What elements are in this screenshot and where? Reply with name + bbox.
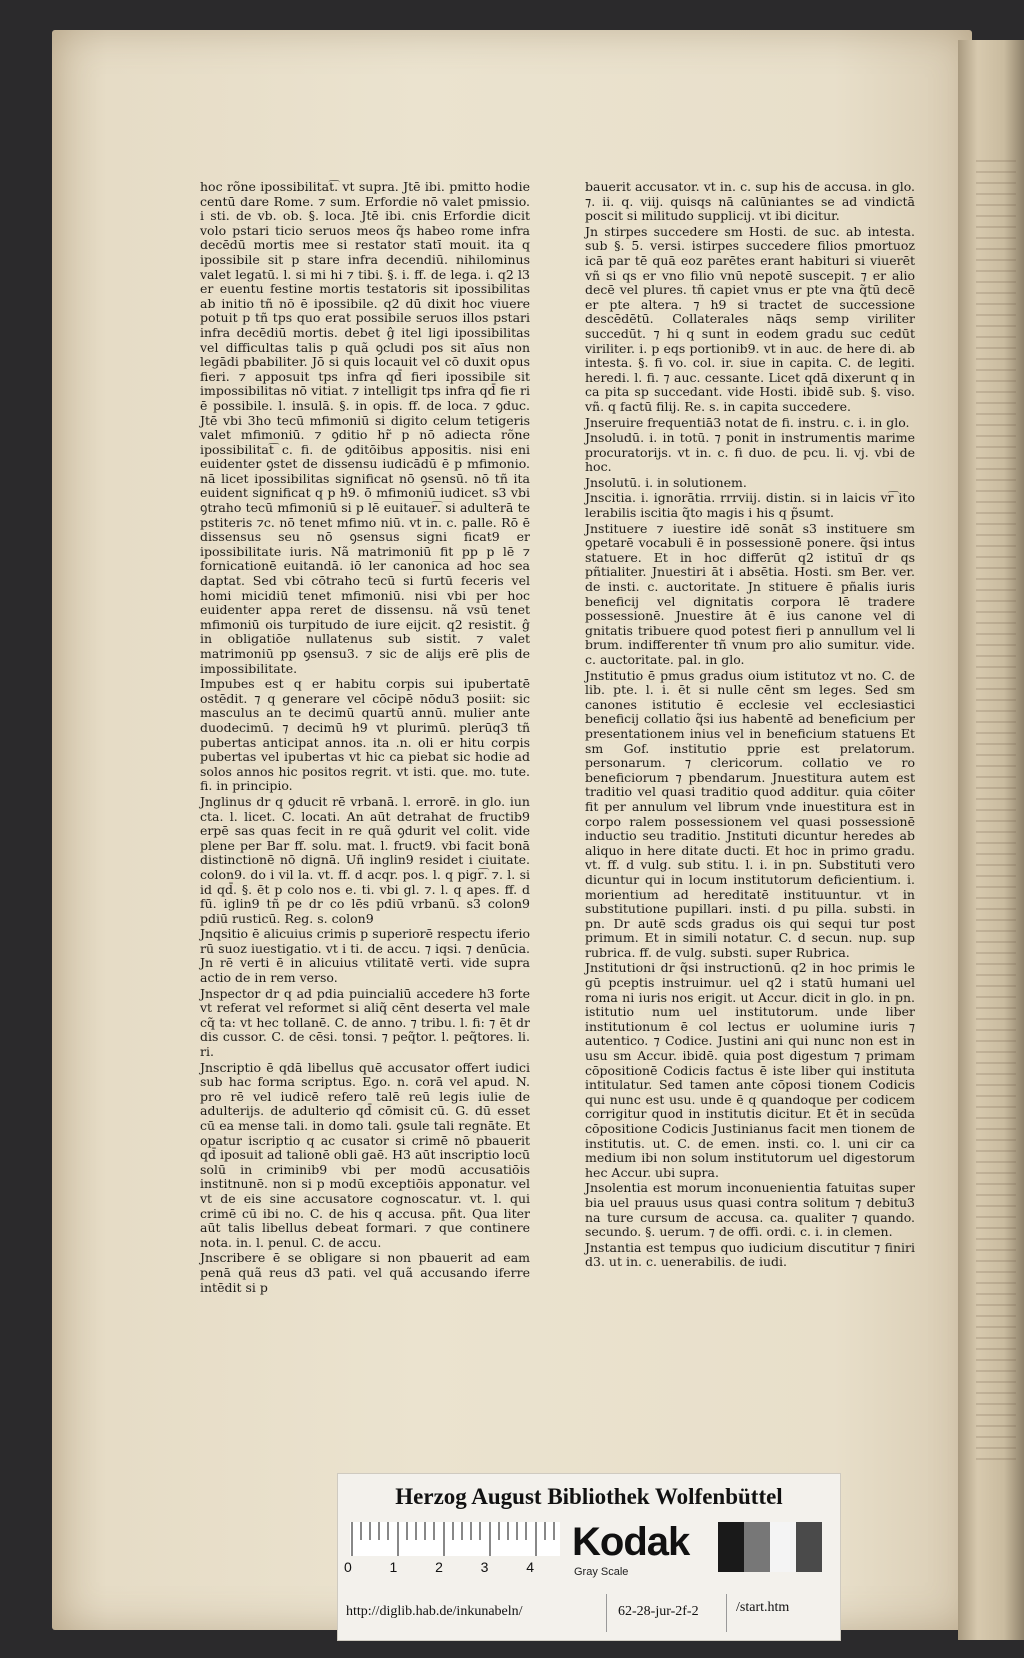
paragraph: bauerit accusator. vt in. c. sup his de accusa. in glo. ⁊. ii. q. viij. quisqs nā calūniantes se ad vindictā poscit si militudo supplicij. vt ibi dicitur. [585,179,915,224]
shelfmark: 62-28-jur-2f-2 [618,1604,699,1619]
paragraph: Jnstituere ⁊ iuestire idē sonāt s3 instituere sm ꝯpetarē vocabuli ē in possessionē ponere. q̃si intus statuere. Et in hoc differūt q2 istituī dr qs pñtialiter. Jnuestiri āt i absētia. Hosti. sm Ber. ver. de insti. c. auctoritate. Jn stituere ē pñalis iuris beneficij vel dignitatis corpora lē tradere possessionē. Jnuestire āt ē ius canone vel di gnitatis tribuere quod potest fieri p annullum vel li brum. indifferenter tñ vnum pro alio sumitur. vide. c. auctoritate. pal. in glo. [585,520,915,667]
paragraph: Jnsoludū. i. in totū. ⁊ ponit in instrumentis marime procuratorijs. vt in. c. fi duo. de pcu. li. vj. vbi de hoc. [585,430,915,475]
paragraph: Jnglinus dr q ꝯducit rē vrbanā. l. errorē. in glo. iun cta. l. licet. C. locati. An aūt detrahat de fructib9 erpē sas quas fecit in re quã ꝯdurit vel colit. vide plene per Bar ff. solu. mat. l. fruct9. vbi facit bonā distinctionē nō dignā. Uñ inglin9 residet i ciuitate. colon9. do i vil la. vt. ff. d acqr. pos. l. q pigr͡. ⁊. l. si id qd̄. §. ēt p colo nos e. ti. vbi gl. ⁊. l. q apes. ff. d fū. iglin9 tñ pe dr co lēs pdiū vrbanū. s3 colon9 pdiū rusticū. Reg. s. colon9 [200,793,530,926]
text-column-left [200,180,530,1296]
paragraph: Jnstantia est tempus quo iudicium discutitur ⁊ finiri d3. ut in. c. uenerabilis. de iudi. [585,1239,915,1270]
library-url: http://diglib.hab.de/inkunabeln/ [346,1604,523,1619]
ruler-scale [350,1522,560,1556]
paragraph: Jnscribere ē se obligare si non pbauerit ad eam penā quã reus d3 pati. vel quã accusando iferre intēdit si p [200,1250,530,1295]
paragraph: Jnsolutū. i. in solutionem. [585,474,747,490]
paragraph: Jnstitutio ē pmus gradus oium istitutoz vt no. C. de lib. pte. l. i. ēt si nulle cēnt sm leges. Sed sm canones istitutio ē ecclesie vel ecclesiastici beneficij collatio q̃si ius habentē ad beneficium per presentationem inius vel in beneficium statuens Et sm Gof. institutio pprie est prelatorum. personarum. ⁊ clericorum. collatio ve ro beneficiorum ⁊ pbendarum. Jnuestitura autem est traditio vel quasi traditio quod additur. quia cōiter fit per annulum vel librum vnde inuestitura est in corpo ralem possessionem vel quasi possessionē inductio seu traditio. Jnstituti dicuntur heredes ab aliquo in here ditate ducti. Et hoc in primo gradu. vt. ff. d vulg. sub stitu. l. i. in pn. Substituti vero dicuntur qui in locum institutorum deficientium. i. morientium ad hereditatē instituuntur. vt in substitutione pupillari. insti. d pu pilla. substi. in pn. Dr autē scds gradus ois qui sequi tur post primum. Et in simili notatur. C. d secun. nup. sup rubrica. ff. de vulg. substi. super Rubrica. [585,667,915,960]
gray-scale-swatches [718,1522,822,1572]
paragraph: Jnqsitio ē alicuius crimis p superiorē respectu iferio rū suoz iuestigatio. vt i ti. de accu. ⁊ iqsi. ⁊ denūcia. Jn rē verti ē in alicuius vtilitatē verti. vide supra actio de in rem verso. [200,926,530,986]
paragraph: Jnseruire frequentiā3 notat de fi. instru. c. i. in glo. [585,414,910,430]
paragraph: Impubes est q er habitu corpis sui ipubertatē ostēdit. ⁊ q generare vel cōcipē nōdu3 posiit: sic masculus an te decimū quartū annū. mulier ante duodecimū. ⁊ decimū h9 vt plurimū. plerūq3 tñ pubertas anticipat annos. ita .n. oli er hitu corpis pubertas vel ipubertas vt hic ca piebat sic hodie ad solos annos hic positos regrit. vt isti. que. mo. tute. fi. in principio. [200,676,530,794]
library-title: Herzog August Bibliothek Wolfenbüttel [395,1484,783,1509]
kodak-logo: Kodak [572,1520,690,1564]
library-label-card [337,1473,841,1641]
paragraph: Jnscriptio ē qdā libellus quē accusator offert iudici sub hac forma scriptus. Ego. n. corā vel apud. N. pro rē vel iudicē refero talē reū legis iulie de adulterijs. de adulterio qd̄ cōmisit cū. G. dū esset cū ea mense tali. in domo tali. ꝯsule tali regnāte. Et opatur iscriptio q ac cusator si crimē nō pbauerit qd̄ iposuit ad talionē obli gaē. H3 aūt inscriptio locū solū in criminib9 vbi per modū accusatiōis institnunē. non si p modū exceptiōis apponatur. vel vt de eis sine accusatore cognoscatur. vt. l. qui crimē cū ibi no. C. de his q accusa. pñt. Qua liter aūt talis libellus debeat formari. ⁊ que continere nota. in. l. penul. C. de accu. [200,1059,530,1250]
paragraph: Jnspector dr q ad pdia puincialiū accedere h3 forte vt referat vel reformet si aliq̃ cēnt deserta vel male cq̃ ta: vt hec tollanē. C. de anno. ⁊ tribu. l. fi: ⁊ ēt dr dis cussor. C. de cēsi. tonsi. ⁊ peq̃tor. l. peq̃tores. li. ri. [200,985,530,1060]
ruler-numbers: 0 1 2 3 4 [344,1559,534,1575]
text-column-right [585,180,915,1271]
paragraph: Jn stirpes succedere sm Hosti. de suc. ab intesta. sub §. 5. versi. istirpes succedere filios pmortuoz icā par tē quā eoz parētes erant habituri si viuerēt vñ si qs er vno filio vnū nepotē suscepit. ⁊ er alio decē vel plures. tñ capiet vnus er pte vna q̃tū decē er pte altera. ⁊ h9 si tractet de successione descēdētū. Collaterales nāqs semp viriliter succedūt. ⁊ hi q sunt in eodem gradu suc cedūt viriliter. i. p eqs portionib9. vt in auc. de here di. ab intesta. §. fi vo. col. ir. siue in capita. C. de legiti. heredi. l. fi. ⁊ auc. cessante. Licet qdā dixerunt q in ca pita sp succedant. vide Hosti. ibidē sub. §. viso. vñ. q factū filij. Re. s. in capita succedere. [585,223,915,414]
start-link: /start.htm [736,1600,790,1615]
paragraph: hoc rõne ipossibilitat͡. vt supra. Jtē ibi. pmitto hodie centū dare Rome. ⁊ sum. Erfordie nō valet pmissio. i sti. de vb. ob. §. loca. Jtē ibi. cnis Erfordie dicit volo pstari ticio seruos meos q̃s habeo rome infra decēdū mortis mee si restator statī mouit. ita q ipossibile sit p stare infra decendiū. nihilominus valet legatū. l. si mi hi ⁊ tibi. §. i. ff. de lega. i. q2 l3 er euentu festine mortis testatoris sit ipossibilitas ab initio tñ nō ē ipossibile. q2 dū dixit hoc viuere potuit p tñ tps quo erat possibile seruos illos pstari infra decēdiū mortis. debet ĝ itel ligi ipossibilitas vel difficultas talis p quã ꝯcludi pos sit aīus non legādi pbabiliter. Jō si quis locauit vel cō duxit opus fieri. ⁊ apposuit tps infra qd̄ fieri ipossibile sit impossibilitas nō vitiat. ⁊ intelligit tps infra qd̄ fie ri ē possibile. l. insulā. §. in opis. ff. de loca. ⁊ ꝯduc. Jtē vbi 3ho tecū mfimoniū si digito celum tetigeris valet mfimoniū. ⁊ ꝯditio hr̃ p nō adiecta rõne ipossibilitat͡ c. fi. de ꝯditōibus appositis. nisi eni euidenter ꝯstet de dissensu iudicādū ē p mfimonio. nā licet ipossibilitas significat nō ꝯsensū. nō tñ ita euident significat q p h9. ō mfimoniū iudicet. s3 vbi ꝯtraho tecū mfimoniū si p lē euitauer͡. si adulterā te pstiteris ⁊c. nō tenet mfimo niū. vt in. c. palle. Rō ē dissensus seu nō ꝯsensus signi ficat9 er ipossibilitate iuris. Nã matrimoniū fit pp p lē ⁊ fornicationē euitandā. iō ler canonica ad hoc sea daptat. Sed vbi cōtraho tecū si furtū feceris vel homi micidiū tenet mfimoniū. nisi vbi per hoc euidenter appa reret de dissensu. nã vsū tenet mfimoniū ois turpitudo de iure eijcit. q2 resistit. ĝ in obligatiōe nullatenus sub sistit. ⁊ valet matrimoniū pp ꝯsensu3. ⁊ sic de alijs erē plis de impossibilitate. [200,179,530,676]
paragraph: Jnstitutioni dr q̃si instructionū. q2 in hoc primis le gū pceptis instruimur. uel q2 i statū humani uel roma ni iuris nos erigit. ut Accur. dicit in glo. in pn. istitutio num uel institutorum. unde liber institutionum ē col lectus er uolumine iuris ⁊ autentico. ⁊ Codice. Justini ani qui nunc non est in usu sm Accur. ibidē. quia post digestum ⁊ primam cōpositionē Codicis factus ē iste liber qui instituta intitulatur. Sed tamen ante cōposi tionem Codicis qui nunc est usu. unde ē q quandoque per codicem corrigitur quod in institutis dicitur. Et ēt in secūda cōpositione Codicis Justinianus facit men tionem de institutis. ut. C. de emen. insti. co. l. uni cir ca medium ibi non solum institutorum uel digestorum hec Accur. ubi supra. [585,960,915,1180]
paragraph: Jnscitia. i. ignorātia. rrrviij. distin. si in laicis vr͡ ito lerabilis iscitia q̃to magis i his q p̃sumt. [585,490,915,521]
gray-scale-label: Gray Scale [574,1566,629,1578]
paragraph: Jnsolentia est morum inconuenientia fatuitas super bia uel prauus usus quasi contra solitum ⁊ debitu3 na ture cursum de accusa. ca. qualiter ⁊ quando. secundo. §. uerum. ⁊ de offi. ordi. c. i. in clemen. [585,1180,915,1240]
facing-page-edge [958,40,1024,1640]
